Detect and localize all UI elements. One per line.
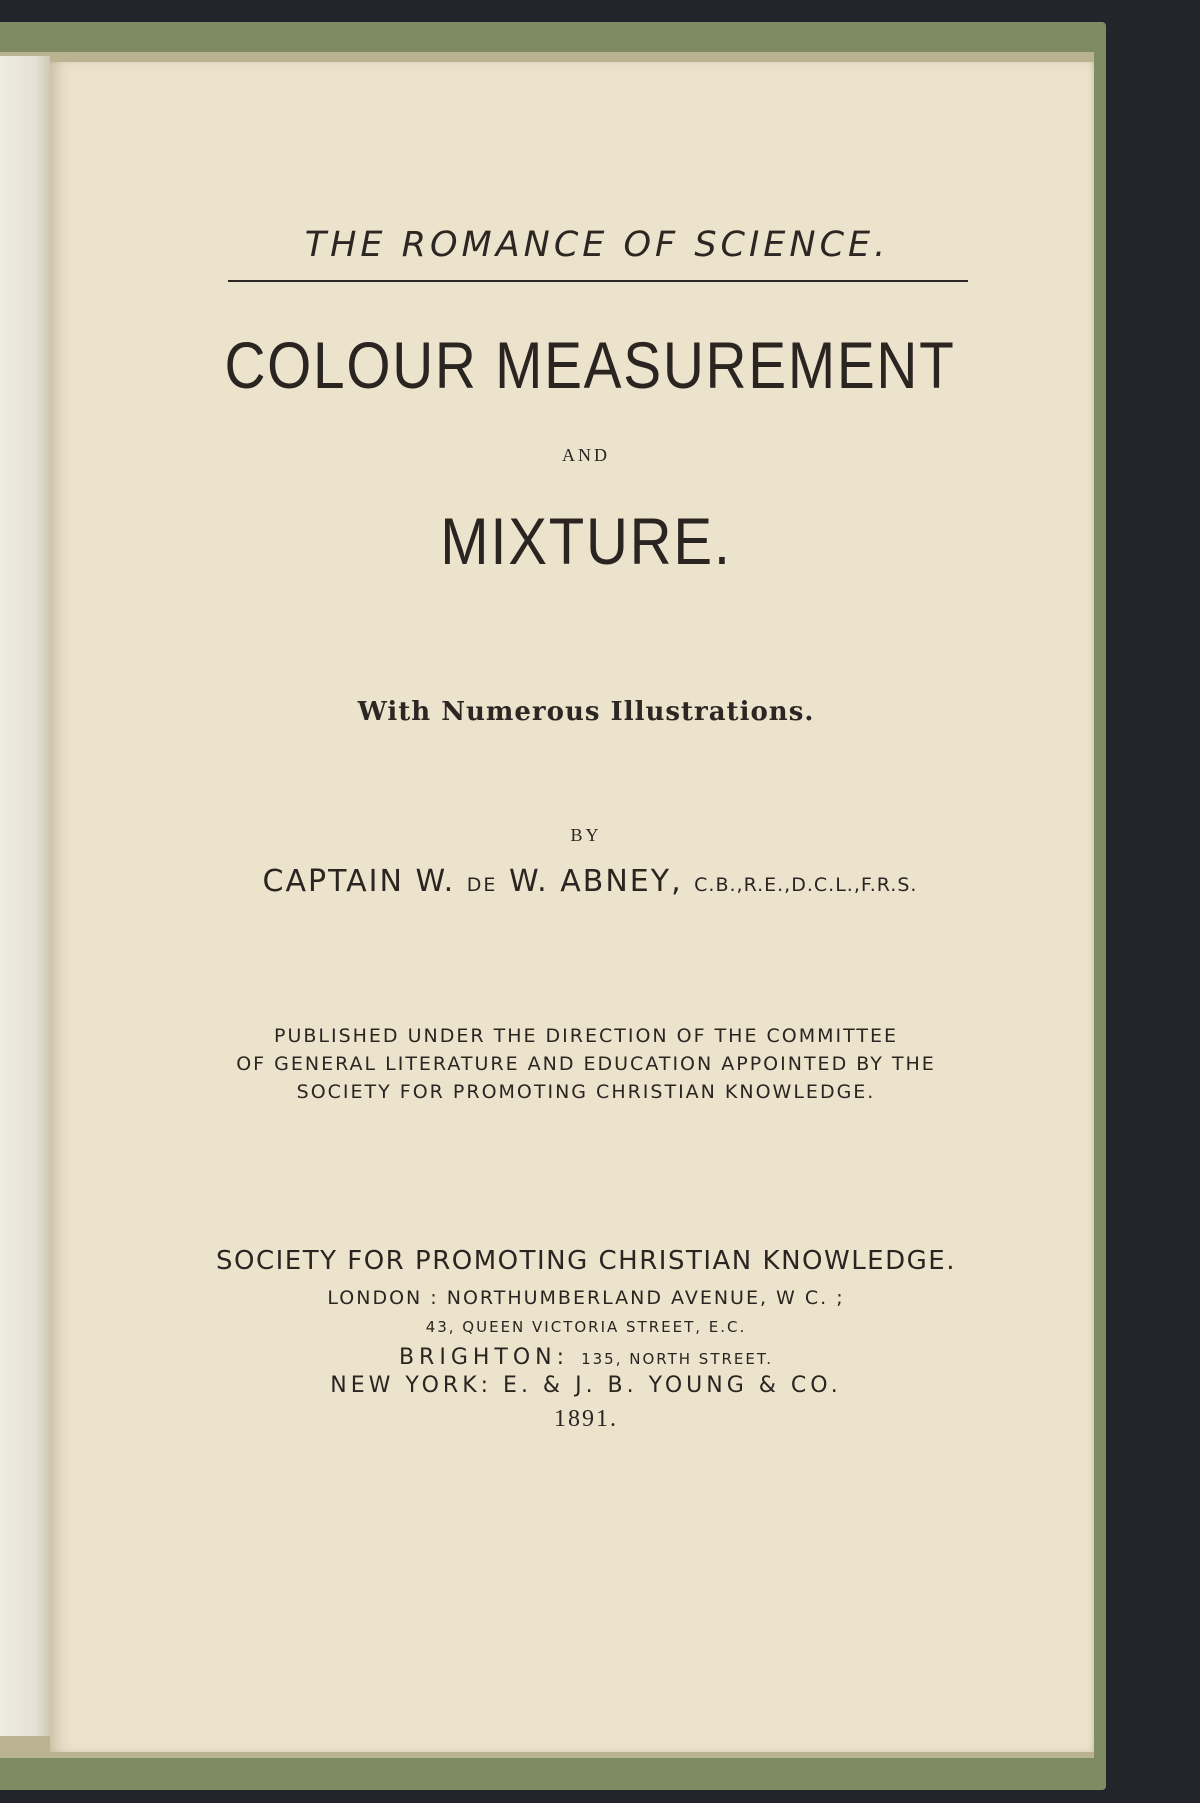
author-line <box>68 864 1112 899</box>
brighton-address: 135, NORTH STREET. <box>581 1350 774 1368</box>
imprint-year: 1891. <box>554 1406 618 1432</box>
imprint-new-york: NEW YORK: E. & J. B. YOUNG & CO. <box>330 1373 842 1398</box>
brighton-label: BRIGHTON: <box>398 1345 570 1370</box>
flyleaf-page <box>0 56 51 1736</box>
author-name: W. ABNEY, <box>508 864 683 899</box>
illustrations-note: With Numerous Illustrations. <box>357 697 815 727</box>
author-degrees: C.B.,R.E.,D.C.L.,F.R.S. <box>694 874 918 896</box>
title-rule <box>228 280 968 282</box>
author-prefix: CAPTAIN W. <box>262 864 456 899</box>
imprint-london: LONDON : NORTHUMBERLAND AVENUE, W C. ; <box>327 1287 845 1309</box>
published-under-line-3: SOCIETY FOR PROMOTING CHRISTIAN KNOWLEDGE. <box>296 1081 876 1103</box>
author-particle: DE <box>466 874 498 896</box>
book-title-line-1: COLOUR MEASUREMENT <box>224 328 956 402</box>
series-title: THE ROMANCE OF SCIENCE. <box>304 225 890 265</box>
imprint-brighton <box>64 1347 1108 1369</box>
title-page <box>50 62 1094 1752</box>
published-under-line-1: PUBLISHED UNDER THE DIRECTION OF THE COMMITTEE <box>273 1025 899 1047</box>
publisher-name: SOCIETY FOR PROMOTING CHRISTIAN KNOWLEDGE. <box>216 1246 956 1276</box>
book-title-line-2: MIXTURE. <box>440 504 732 578</box>
by-label: BY <box>570 825 602 845</box>
book-title-and: AND <box>562 445 610 465</box>
imprint-queen-street: 43, QUEEN VICTORIA STREET, E.C. <box>425 1318 747 1336</box>
published-under-line-2: OF GENERAL LITERATURE AND EDUCATION APPOINTED BY THE <box>236 1053 936 1075</box>
